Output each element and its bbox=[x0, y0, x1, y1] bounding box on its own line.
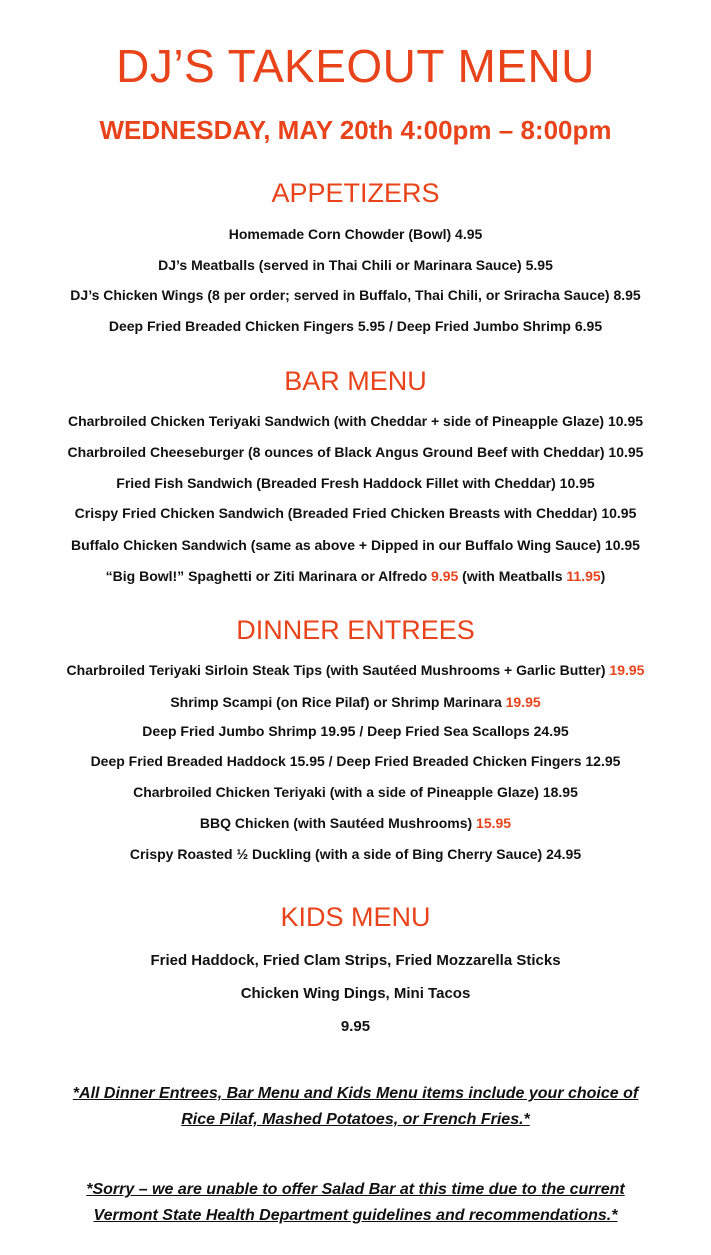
appetizers-heading: APPETIZERS bbox=[271, 178, 440, 208]
kids-menu-item: Fried Haddock, Fried Clam Strips, Fried Mozzarella Sticks bbox=[150, 952, 561, 969]
bar-menu-item: Fried Fish Sandwich (Breaded Fresh Haddock Fillet with Cheddar) 10.95 bbox=[116, 475, 595, 491]
appetizer-item: Deep Fried Breaded Chicken Fingers 5.95 / Deep Fried Jumbo Shrimp 6.95 bbox=[108, 318, 603, 334]
steak-tips-price: 19.95 bbox=[609, 662, 645, 678]
bar-menu-item: Buffalo Chicken Sandwich (same as above + Dipped in our Buffalo Wing Sauce) 10.95 bbox=[71, 537, 640, 553]
menu-date-hours: WEDNESDAY, MAY 20th 4:00pm – 8:00pm bbox=[99, 115, 612, 145]
salad-bar-note-line: Vermont State Health Department guidelines and recommendations.* bbox=[93, 1207, 618, 1224]
bbq-chicken-price: 15.95 bbox=[476, 815, 512, 831]
bar-menu-heading: BAR MENU bbox=[284, 366, 427, 396]
steak-tips-text: Charbroiled Teriyaki Sirloin Steak Tips (with Sautéed Mushrooms + Garlic Butter) bbox=[66, 662, 610, 678]
dinner-entree-item: Deep Fried Breaded Haddock 15.95 / Deep Fried Breaded Chicken Fingers 12.95 bbox=[90, 753, 621, 769]
big-bowl-text: “Big Bowl!” Spaghetti or Ziti Marinara or Alfredo bbox=[105, 568, 432, 584]
dinner-entree-item: Charbroiled Chicken Teriyaki (with a side of Pineapple Glaze) 18.95 bbox=[133, 784, 578, 800]
appetizer-item: Homemade Corn Chowder (Bowl) 4.95 bbox=[228, 226, 483, 242]
menu-title: DJ’S TAKEOUT MENU bbox=[116, 40, 595, 92]
kids-menu-item: Chicken Wing Dings, Mini Tacos bbox=[240, 985, 471, 1002]
scampi-price: 19.95 bbox=[505, 694, 541, 710]
dinner-entree-item: Deep Fried Jumbo Shrimp 19.95 / Deep Fried Sea Scallops 24.95 bbox=[142, 723, 569, 739]
scampi-text: Shrimp Scampi (on Rice Pilaf) or Shrimp Marinara bbox=[170, 694, 506, 710]
bar-menu-item: Crispy Fried Chicken Sandwich (Breaded Fried Chicken Breasts with Cheddar) 10.95 bbox=[74, 505, 637, 521]
kids-menu-heading: KIDS MENU bbox=[280, 902, 431, 932]
salad-bar-note-line: *Sorry – we are unable to offer Salad Bar at this time due to the current bbox=[86, 1181, 625, 1198]
dinner-entree-item: Crispy Roasted ½ Duckling (with a side of Bing Cherry Sauce) 24.95 bbox=[129, 846, 582, 862]
appetizer-item: DJ’s Meatballs (served in Thai Chili or Marinara Sauce) 5.95 bbox=[158, 257, 553, 273]
big-bowl-close-paren: ) bbox=[600, 568, 606, 584]
dinner-entree-item bbox=[0, 692, 711, 712]
big-bowl-meatballs-text: (with Meatballs bbox=[458, 568, 567, 584]
dinner-entrees-heading: DINNER ENTREES bbox=[236, 615, 475, 645]
sides-note-line: *All Dinner Entrees, Bar Menu and Kids Menu items include your choice of bbox=[72, 1085, 639, 1102]
appetizer-item: DJ’s Chicken Wings (8 per order; served in Buffalo, Thai Chili, or Sriracha Sauce) 8.95 bbox=[70, 287, 641, 303]
bar-menu-item: Charbroiled Chicken Teriyaki Sandwich (with Cheddar + side of Pineapple Glaze) 10.95 bbox=[67, 413, 644, 429]
bar-menu-item: Charbroiled Cheeseburger (8 ounces of Black Angus Ground Beef with Cheddar) 10.95 bbox=[67, 444, 644, 460]
bbq-chicken-text: BBQ Chicken (with Sautéed Mushrooms) bbox=[199, 815, 477, 831]
big-bowl-price: 9.95 bbox=[431, 568, 459, 584]
dinner-entree-item bbox=[0, 660, 711, 680]
bar-menu-item-big-bowl bbox=[0, 566, 711, 586]
dinner-entree-item bbox=[0, 813, 711, 833]
kids-menu-price: 9.95 bbox=[340, 1018, 371, 1035]
big-bowl-meatballs-price: 11.95 bbox=[566, 568, 601, 584]
sides-note-line: Rice Pilaf, Mashed Potatoes, or French Fries.* bbox=[181, 1111, 530, 1128]
